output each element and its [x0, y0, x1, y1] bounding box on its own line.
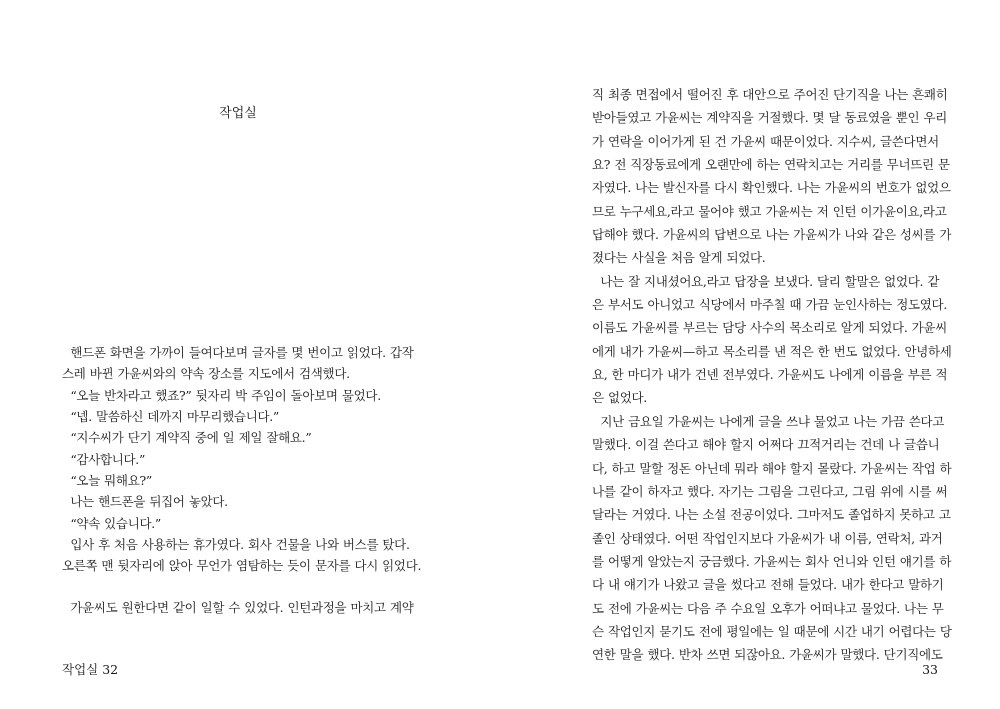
left-body-text [62, 342, 422, 618]
text-line: 에게 내가 가윤씨—하고 목소리를 낸 적은 한 번도 없었다. 안녕하세 [592, 343, 952, 359]
text-line: 슨 작업인지 묻기도 전에 평일에는 일 때문에 시간 내기 어렵다는 당 [592, 623, 952, 639]
text-line: 스레 바뀐 가윤씨와의 약속 장소를 지도에서 검색했다. [62, 366, 350, 382]
text-line: 연한 말을 했다. 반차 쓰면 되잖아요. 가윤씨가 말했다. 단기직에도 [592, 647, 943, 663]
text-line: 달라는 거였다. 나는 소설 전공이었다. 그마저도 졸업하지 못하고 고 [592, 507, 951, 523]
text-line: 나는 잘 지내셨어요,라고 답장을 보냈다. 달리 할말은 없었다. 같 [592, 273, 940, 289]
text-line: 도 전에 가윤씨는 다음 주 수요일 오후가 어떠냐고 물었다. 나는 무 [592, 600, 944, 616]
chapter-title: 작업실 [219, 106, 257, 121]
text-line: 직 최종 면접에서 떨어진 후 대안으로 주어진 단기직을 나는 흔쾌히 [592, 87, 948, 102]
text-line: 이름도 가윤씨를 부르는 담당 사수의 목소리로 알게 되었다. 가윤씨 [592, 320, 947, 336]
text-line: 졸인 상태였다. 어떤 작업인지보다 가윤씨가 내 이름, 연락처, 과거 [592, 530, 943, 546]
text-line: 은 부서도 아니었고 식당에서 마주칠 때 가끔 눈인사하는 정도였다. [592, 297, 947, 313]
right-body-text [592, 83, 952, 667]
text-line: 답해야 했다. 가윤씨의 답변으로 나는 가윤씨가 나와 같은 성씨를 가 [592, 227, 952, 243]
text-line: 핸드폰 화면을 가까이 들여다보며 글자를 몇 번이고 읽었다. 갑작 [62, 345, 414, 360]
text-line: “감사합니다.” [62, 451, 146, 467]
text-line: 은 없었다. [592, 390, 647, 406]
text-line: 요, 한 마디가 내가 건넨 전부였다. 가윤씨도 나에게 이름을 부른 적 [592, 367, 948, 383]
text-line: 받아들였고 가윤씨는 계약직을 거절했다. 몇 달 동료였을 뿐인 우리 [592, 110, 947, 126]
text-line: 다 내 얘기가 나왔고 글을 썼다고 전해 들었다. 내가 한다고 말하기 [592, 577, 944, 593]
text-line: 므로 누구세요,라고 물어야 했고 가윤씨는 저 인턴 이가윤이요,라고 [592, 203, 947, 219]
text-line: 자였다. 나는 발신자를 다시 확인했다. 나는 가윤씨의 번호가 없었으 [592, 180, 951, 196]
text-line: 를 어떻게 알았는지 궁금했다. 가윤씨는 회사 언니와 인턴 얘기를 하 [592, 553, 952, 569]
text-line: 가윤씨도 원한다면 같이 일할 수 있었다. 인턴과정을 마치고 계약 [62, 599, 414, 615]
text-line: “약속 있습니다.” [62, 515, 162, 531]
text-line: “오늘 뭐해요?” [62, 473, 152, 489]
text-line: “넵. 말씀하신 데까지 마무리했습니다.” [62, 409, 280, 425]
page-number-left: 작업실 32 [62, 662, 119, 677]
text-line: 지난 금요일 가윤씨는 나에게 글을 쓰냐 물었고 나는 가끔 쓴다고 [592, 413, 945, 429]
text-line: 나는 핸드폰을 뒤집어 놓았다. [62, 494, 228, 510]
text-line: “오늘 반차라고 했죠?” 뒷자리 박 주임이 돌아보며 물었다. [62, 387, 381, 403]
page-number-right: 33 [922, 662, 938, 677]
text-line: “지수씨가 단기 계약직 중에 일 제일 잘해요.” [62, 430, 312, 446]
text-line: 졌다는 사실을 처음 알게 되었다. [592, 250, 766, 266]
section-gap [62, 577, 414, 597]
text-line: 나를 같이 하자고 했다. 자기는 그림을 그린다고, 그림 위에 시를 써 [592, 483, 948, 499]
text-line: 요? 전 직장동료에게 오랜만에 하는 연락치고는 거리를 무너뜨린 문 [592, 157, 950, 173]
text-line: 다, 하고 말할 정돈 아닌데 뭐라 해야 할지 몰랐다. 가윤씨는 작업 하 [592, 460, 952, 476]
text-line: 가 연락을 이어가게 된 건 가윤씨 때문이었다. 지수씨, 글쓴다면서 [592, 133, 939, 149]
text-line: 입사 후 처음 사용하는 휴가였다. 회사 건물을 나와 버스를 탔다. [62, 537, 410, 553]
text-line: 오른쪽 맨 뒷자리에 앉아 무언가 염탐하는 듯이 문자를 다시 읽었다. [62, 558, 422, 574]
text-line: 말했다. 이걸 쓴다고 해야 할지 어쩌다 끄적거리는 건데 나 글씁니 [592, 437, 940, 453]
